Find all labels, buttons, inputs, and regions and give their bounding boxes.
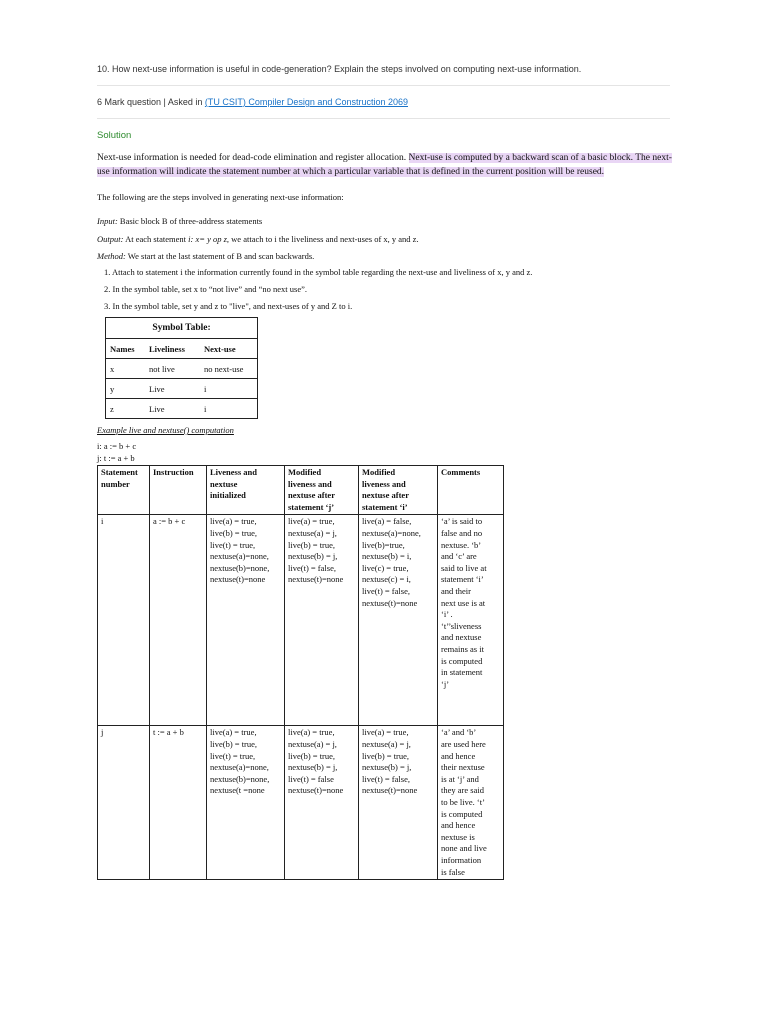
statement-line: j: t := a + b [97,453,135,463]
method-text: We start at the last statement of B and scan backwards. [125,251,315,261]
divider [97,118,670,119]
method-line [97,251,314,261]
cell-init: live(a) = true, live(b) = true, live(t) = true, nextuse(a)=none, nextuse(b)=none, nextuse(t)=none [207,515,285,726]
cell-instruction: a := b + c [150,515,207,726]
statement-line: i: a := b + c [97,441,137,451]
header-after-j: Modified liveness and nextuse after statement ‘j’ [285,466,359,515]
symbol-table-title: Symbol Table: [106,318,258,339]
symbol-col-liveliness: Liveliness [145,339,200,359]
output-formula: i: x= y op z [188,234,227,244]
input-label: Input: [97,216,118,226]
steps-intro: The following are the steps involved in generating next-use information: [97,192,344,202]
table-cell: i [200,379,258,399]
table-row [98,515,504,726]
output-text-b: , we attach to i the liveliness and next-uses of x, y and z. [226,234,419,244]
header-instruction: Instruction [150,466,207,515]
symbol-col-nextuse: Next-use [200,339,258,359]
header-comments: Comments [438,466,504,515]
cell-after-i: live(a) = false, nextuse(a)=none, live(b)=true, nextuse(b) = i, live(c) = true, nextuse(c) = i, live(t) = false, nextuse(t)=none [359,515,438,726]
cell-statement: i [98,515,150,726]
input-line [97,216,262,226]
steps-list [104,266,532,317]
table-row [106,379,258,399]
cell-statement: j [98,726,150,880]
symbol-col-names: Names [106,339,146,359]
intro-paragraph [97,152,677,179]
meta-prefix: 6 Mark question | Asked in [97,97,205,107]
question-meta [97,97,408,107]
cell-after-j: live(a) = true, nextuse(a) = j, live(b) = true, nextuse(b) = j, live(t) = false, nextuse(t)=none [285,515,359,726]
header-after-i: Modified liveness and nextuse after statement ‘i’ [359,466,438,515]
table-row [98,726,504,880]
table-cell: x [106,359,146,379]
table-row [106,399,258,419]
table-cell: not live [145,359,200,379]
output-line [97,234,419,244]
header-statement-number: Statement number [98,466,150,515]
table-cell: y [106,379,146,399]
course-link[interactable]: (TU CSIT) Compiler Design and Construction 2069 [204,97,408,107]
cell-after-i: live(a) = true, nextuse(a) = j, live(b) = true, nextuse(b) = j, live(t) = false, nextuse(t)=none [359,726,438,880]
cell-init: live(a) = true, live(b) = true, live(t) = true, nextuse(a)=none, nextuse(b)=none, nextuse(t =none [207,726,285,880]
header-liveness-initialized: Liveness and nextuse initialized [207,466,285,515]
table-cell: Live [145,399,200,419]
output-label: Output: [97,234,124,244]
table-row [106,359,258,379]
liveness-table [97,465,504,880]
symbol-table [105,317,258,419]
table-cell: z [106,399,146,419]
step-item: 3. In the symbol table, set y and z to "live", and next-uses of y and Z to i. [104,301,353,311]
cell-instruction: t := a + b [150,726,207,880]
example-title: Example live and nextuse() computation [97,425,234,435]
question-text: 10. How next-use information is useful in code-generation? Explain the steps involved on computing next-use information. [97,64,582,74]
divider [97,85,670,86]
step-item: 1. Attach to statement i the information currently found in the symbol table regarding the next-use and liveliness of x, y and z. [104,267,533,277]
step-item: 2. In the symbol table, set x to “not live” and “no next use”. [104,284,308,294]
method-label: Method: [97,251,126,261]
input-text: Basic block B of three-address statements [117,216,263,226]
table-cell: Live [145,379,200,399]
solution-label: Solution [97,130,132,141]
cell-comments: ‘a’ is said to false and no nextuse. ‘b’ and ‘c’ are said to live at statement ‘i’ and their next use is at ‘i’ . ‘t’’sliveness and nextuse remains as it is computed in statement ‘j’ [438,515,504,726]
table-cell: i [200,399,258,419]
cell-after-j: live(a) = true, nextuse(a) = j, live(b) = true, nextuse(b) = j, live(t) = false nextuse(t)=none [285,726,359,880]
table-cell: no next-use [200,359,258,379]
output-text-a: At each statement [123,234,189,244]
intro-plain: Next-use information is needed for dead-code elimination and register allocation. [97,153,409,163]
intro-highlight: Next-use is computed by a backward scan of a basic block. The next-use information will indicate the statement number at which a particular variable that is defined in the current position will be reused. [97,153,672,177]
cell-comments: ‘a’ and ‘b’ are used here and hence their nextuse is at ‘j’ and they are said to be live. ‘t’ is computed and hence nextuse is none and live information is false [438,726,504,880]
